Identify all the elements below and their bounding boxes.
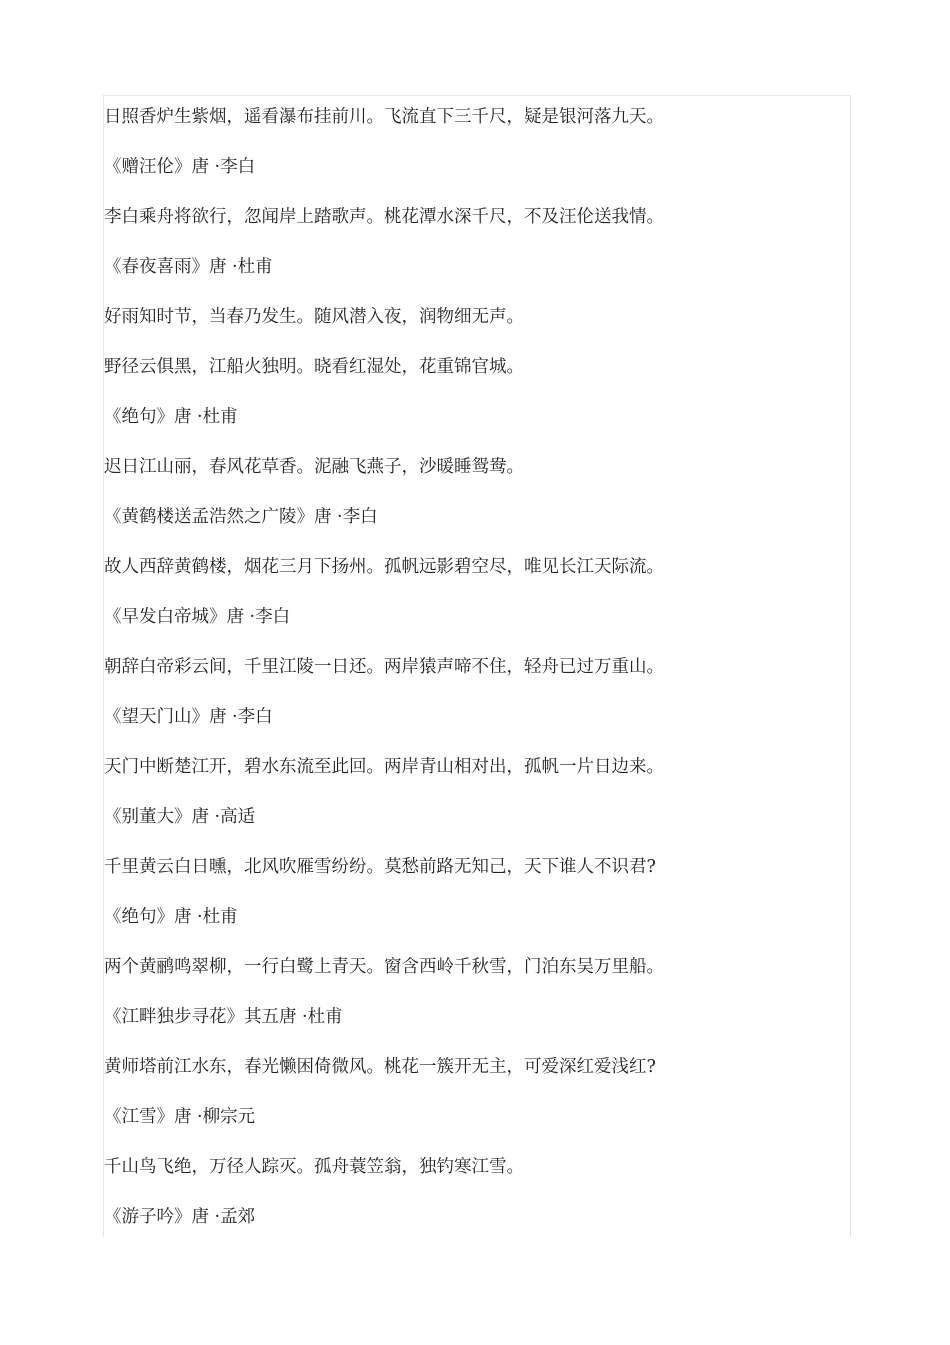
poem-line: 迟日江山丽，春风花草香。泥融飞燕子，沙暖睡鸳鸯。 — [104, 457, 524, 477]
poem-line: 千里黄云白日曛，北风吹雁雪纷纷。莫愁前路无知己，天下谁人不识君? — [104, 857, 656, 877]
poem-line: 李白乘舟将欲行，忽闻岸上踏歌声。桃花潭水深千尺，不及汪伦送我情。 — [104, 207, 664, 227]
poem-title: 《早发白帝城》唐 ·李白 — [104, 607, 291, 627]
poem-title: 《别董大》唐 ·高适 — [104, 807, 256, 827]
poem-title: 《黄鹤楼送孟浩然之广陵》唐 ·李白 — [104, 507, 378, 527]
poem-text-body — [104, 103, 844, 1253]
poem-title: 《江畔独步寻花》其五唐 ·杜甫 — [104, 1007, 343, 1027]
poem-line: 故人西辞黄鹤楼，烟花三月下扬州。孤帆远影碧空尽，唯见长江天际流。 — [104, 557, 664, 577]
poem-title: 《望天门山》唐 ·李白 — [104, 707, 273, 727]
poem-line: 天门中断楚江开，碧水东流至此回。两岸青山相对出，孤帆一片日边来。 — [104, 757, 664, 777]
poem-line: 黄师塔前江水东，春光懒困倚微风。桃花一簇开无主，可爱深红爱浅红? — [104, 1057, 656, 1077]
poem-line: 日照香炉生紫烟，遥看瀑布挂前川。飞流直下三千尺，疑是银河落九天。 — [104, 107, 664, 127]
poem-line: 两个黄鹂鸣翠柳，一行白鹭上青天。窗含西岭千秋雪，门泊东吴万里船。 — [104, 957, 664, 977]
poem-title: 《游子吟》唐 ·孟郊 — [104, 1207, 256, 1227]
poem-line: 野径云俱黑，江船火独明。晓看红湿处，花重锦官城。 — [104, 357, 524, 377]
poem-line: 好雨知时节，当春乃发生。随风潜入夜，润物细无声。 — [104, 307, 524, 327]
poem-title: 《赠汪伦》唐 ·李白 — [104, 157, 256, 177]
poem-title: 《绝句》唐 ·杜甫 — [104, 907, 238, 927]
poem-title: 《江雪》唐 ·柳宗元 — [104, 1107, 256, 1127]
poem-title: 《春夜喜雨》唐 ·杜甫 — [104, 257, 273, 277]
poem-title: 《绝句》唐 ·杜甫 — [104, 407, 238, 427]
poem-line: 千山鸟飞绝，万径人踪灭。孤舟蓑笠翁，独钓寒江雪。 — [104, 1157, 524, 1177]
poem-line: 朝辞白帝彩云间，千里江陵一日还。两岸猿声啼不住，轻舟已过万重山。 — [104, 657, 664, 677]
